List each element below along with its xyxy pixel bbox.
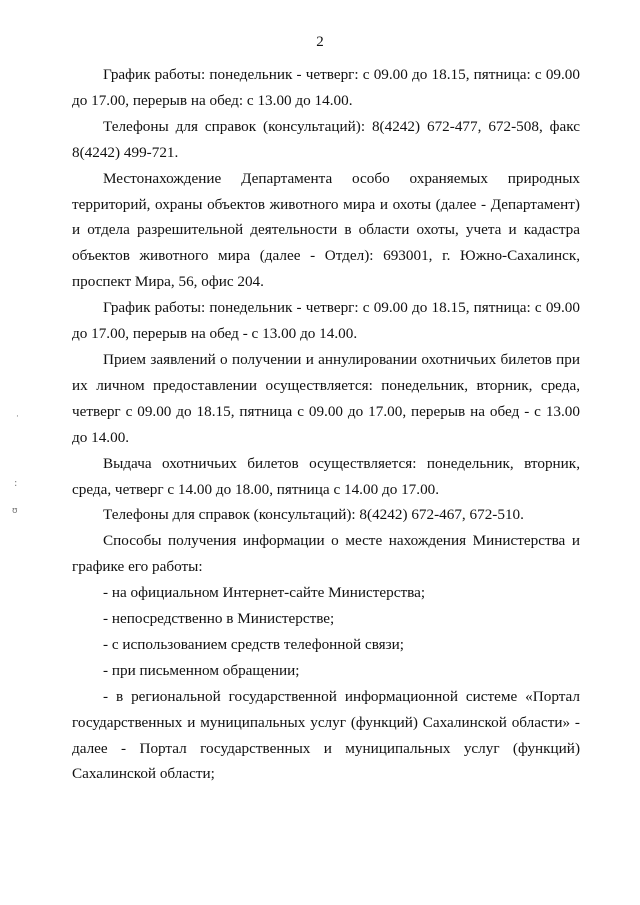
list-item-in-person: - непосредственно в Министерстве; bbox=[103, 610, 335, 628]
list-item-written: - при письменном обращении; bbox=[103, 661, 300, 679]
paragraph-phones-ministry: Телефоны для справок (консультаций): 8(4242) 672-477, 672-508, факс 8(4242) 499-721. bbox=[72, 117, 580, 161]
list-item-phone: - с использованием средств телефонной связи; bbox=[103, 635, 404, 653]
paragraph-work-schedule-ministry: График работы: понедельник - четверг: с 09.00 до 18.15, пятница: с 09.00 до 17.00, перерыв на обед: с 13.00 до 14.00. bbox=[72, 66, 580, 109]
paragraph-department-location: Местонахождение Департамента особо охраняемых природных территорий, охраны объектов животного мира и охоты (далее - Департамент) и отдела разрешительной деятельности в области охоты, учета и кадастра объектов животного мира (далее - Отдел): 693001, г. Южно-Сахалинск, проспект Мира, 56, офис 204. bbox=[72, 169, 580, 291]
document-body bbox=[72, 62, 580, 787]
scan-speck: ʊ bbox=[12, 506, 18, 516]
scan-speck: : bbox=[14, 478, 18, 489]
list-item-portal: - в региональной государственной информационной системе «Портал государственных и муниципальных услуг (функций) Сахалинской области» - далее - Портал государственных и муниципальных услуг (функций) Сахалинской области; bbox=[72, 687, 580, 783]
paragraph-phones-department: Телефоны для справок (консультаций): 8(4242) 672-467, 672-510. bbox=[103, 506, 524, 524]
paragraph-ticket-issuance: Выдача охотничьих билетов осуществляется: понедельник, вторник, среда, четверг с 14.00 до 18.00, пятница с 14.00 до 17.00. bbox=[72, 454, 580, 498]
paragraph-work-schedule-department: График работы: понедельник - четверг: с 09.00 до 18.15, пятница: с 09.00 до 17.00, перерыв на обед - с 13.00 до 14.00. bbox=[72, 299, 580, 343]
page-number: 2 bbox=[316, 34, 324, 50]
paragraph-info-methods-intro: Способы получения информации о месте нахождения Министерства и графике его работы: bbox=[72, 532, 580, 576]
list-item-website: - на официальном Интернет-сайте Министерства; bbox=[103, 584, 426, 602]
paragraph-application-reception: Прием заявлений о получении и аннулировании охотничьих билетов при их личном предоставлении осуществляется: понедельник, вторник, среда, четверг с 09.00 до 18.15, пятница с 09.00 до 17.00, перерыв на обед - с 13.00 до 14.00. bbox=[72, 350, 580, 446]
scan-speck: · bbox=[16, 412, 19, 422]
